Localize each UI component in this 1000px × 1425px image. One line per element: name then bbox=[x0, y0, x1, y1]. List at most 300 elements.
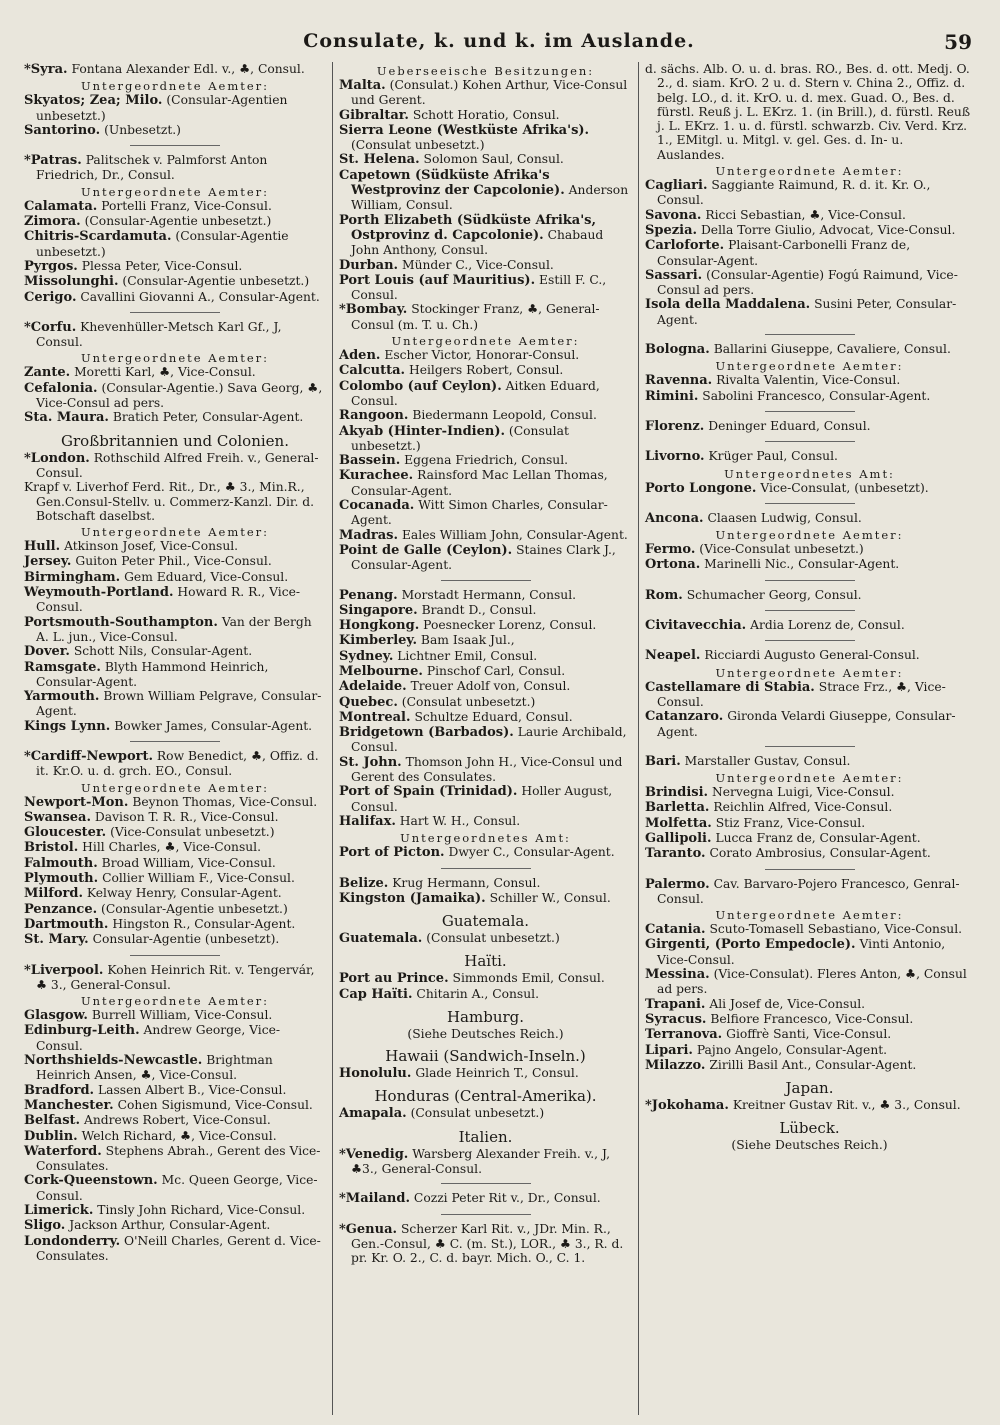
place-name: Livorno. bbox=[645, 449, 705, 465]
consulate-entry bbox=[645, 238, 974, 268]
place-name: Adelaide. bbox=[339, 679, 407, 695]
entry-text: Kohen Heinrich Rit. v. Tengervár, ♣ 3., General-Consul. bbox=[36, 962, 315, 992]
place-name: Lipari. bbox=[645, 1042, 693, 1058]
place-name: Akyab (Hinter-Indien). bbox=[339, 423, 505, 439]
entry-text: Plaisant-Carbonelli Franz de, Consular-Agent. bbox=[657, 238, 911, 268]
place-name: Sydney. bbox=[339, 648, 394, 664]
entry-text: (Consulat unbesetzt.) bbox=[401, 694, 536, 709]
entry-text: Krapf v. Liverhof Ferd. Rit., Dr., ♣ 3., Min.R., Gen.Consul-Stellv. u. Commerz-Kanzl. Dir. d. Botschaft daselbst. bbox=[24, 480, 315, 523]
place-name: Milford. bbox=[24, 886, 83, 902]
subheading: Ueberseeische Besitzungen: bbox=[376, 64, 595, 78]
consulate-entry bbox=[339, 1066, 632, 1081]
consulate-entry bbox=[24, 1218, 326, 1233]
consulate-entry bbox=[24, 229, 326, 259]
consulate-entry bbox=[645, 223, 974, 238]
entry-text: Ali Josef de, Vice-Consul. bbox=[709, 996, 866, 1011]
consulate-entry bbox=[645, 618, 974, 633]
entry-text: Gem Eduard, Vice-Consul. bbox=[124, 569, 289, 584]
place-name: Barletta. bbox=[645, 800, 710, 816]
entry-text: (Vice-Consulat). Fleres Anton, ♣, Consul ad pers. bbox=[657, 967, 967, 997]
place-name: Kimberley. bbox=[339, 633, 417, 649]
place-name: Kingston (Jamaika). bbox=[339, 890, 486, 906]
consulate-entry bbox=[24, 917, 326, 932]
entry-text: (Consular-Agentie unbesetzt.) bbox=[122, 274, 310, 289]
consulate-entry bbox=[24, 1008, 326, 1023]
consulate-entry bbox=[339, 258, 632, 273]
consulate-entry bbox=[24, 480, 326, 523]
consulate-entry bbox=[24, 856, 326, 871]
place-name: Port au Prince. bbox=[339, 971, 449, 987]
place-name: Cerigo. bbox=[24, 289, 77, 305]
place-name: Hongkong. bbox=[339, 618, 420, 634]
place-name: Ancona. bbox=[645, 510, 704, 526]
entry-text: Simmonds Emil, Consul. bbox=[452, 971, 605, 986]
consulate-entry bbox=[645, 754, 974, 769]
entry-text: (Consular-Agentie) Fogú Raimund, Vice-Consul ad pers. bbox=[657, 267, 958, 298]
consulate-entry bbox=[24, 93, 326, 123]
consulate-entry bbox=[24, 290, 326, 305]
consulate-entry bbox=[24, 871, 326, 886]
place-name: Catanzaro. bbox=[645, 709, 724, 725]
place-name: Bridgetown (Barbados). bbox=[339, 725, 514, 741]
place-name: Cap Haïti. bbox=[339, 986, 413, 1002]
place-name: Port of Spain (Trinidad). bbox=[339, 784, 518, 800]
entry-text: Cav. Barvaro-Pojero Francesco, Genral-Consul. bbox=[657, 876, 960, 906]
consulate-entry bbox=[645, 937, 974, 967]
consulate-entry bbox=[339, 453, 632, 468]
place-name: *Corfu. bbox=[24, 319, 77, 335]
entry-text: Brown William Pelgrave, Consular-Agent. bbox=[36, 689, 322, 719]
subheading: Untergeordnete Aemter: bbox=[715, 359, 904, 374]
place-name: Gallipoli. bbox=[645, 830, 712, 846]
consulate-entry bbox=[24, 153, 326, 183]
place-name: St. Mary. bbox=[24, 932, 89, 948]
divider-rule bbox=[441, 1214, 531, 1215]
consulate-entry bbox=[645, 342, 974, 357]
consulate-entry bbox=[645, 178, 974, 208]
entry-text: Thomson John H., Vice-Consul und Gerent des Consulates. bbox=[351, 754, 623, 785]
place-name: Honolulu. bbox=[339, 1066, 412, 1082]
consulate-entry bbox=[24, 660, 326, 690]
consulate-entry bbox=[339, 784, 632, 814]
place-name: Bassein. bbox=[339, 453, 401, 469]
entry-text: Ricciardi Augusto General-Consul. bbox=[704, 648, 920, 663]
entry-text: (Consulat unbesetzt.) bbox=[351, 138, 485, 153]
divider-rule bbox=[130, 741, 220, 742]
entry-text: Biedermann Leopold, Consul. bbox=[412, 408, 597, 423]
subheading: Untergeordnete Aemter: bbox=[80, 79, 270, 94]
entry-text: Stiz Franz, Vice-Consul. bbox=[715, 815, 866, 830]
entry-text: (Consular-Agentie unbesetzt.) bbox=[36, 229, 289, 259]
column-left bbox=[20, 62, 330, 1415]
place-name: Cork-Queenstown. bbox=[24, 1173, 158, 1189]
entry-text: Corato Ambrosius, Consular-Agent. bbox=[709, 846, 931, 861]
consulate-entry bbox=[339, 755, 632, 785]
entry-text: Rainsford Mac Lellan Thomas, Consular-Agent. bbox=[351, 468, 608, 498]
place-name: Trapani. bbox=[645, 996, 706, 1012]
subheading: Untergeordnete Aemter: bbox=[715, 665, 904, 680]
entry-text: (Consular-Agentien unbesetzt.) bbox=[36, 93, 288, 123]
entry-text: Collier William F., Vice-Consul. bbox=[102, 871, 295, 886]
place-name: Bari. bbox=[645, 753, 681, 769]
section-heading: Hamburg. bbox=[446, 1008, 525, 1027]
section-heading: Japan. bbox=[785, 1079, 834, 1098]
entry-text: (Consulat unbesetzt.) bbox=[410, 1106, 545, 1121]
entry-text: Anderson William, Consul. bbox=[351, 183, 629, 213]
consulate-entry bbox=[24, 1234, 326, 1264]
consulate-entry bbox=[645, 846, 974, 861]
place-name: Yarmouth. bbox=[24, 689, 100, 705]
subheading: Untergeordnete Aemter: bbox=[80, 780, 270, 795]
entry-text: Pajno Angelo, Consular-Agent. bbox=[696, 1042, 888, 1057]
consulate-entry bbox=[24, 570, 326, 585]
consulate-entry bbox=[645, 511, 974, 526]
place-name: Porth Elizabeth (Südküste Afrika's, Ostprovinz d. Capcolonie). bbox=[339, 212, 597, 243]
divider-rule bbox=[130, 955, 220, 956]
entry-text: Marstaller Gustav, Consul. bbox=[684, 753, 851, 768]
consulate-entry bbox=[339, 618, 632, 633]
entry-text: (Consular-Agentie unbesetzt.) bbox=[101, 901, 288, 916]
consulate-entry bbox=[645, 1043, 974, 1058]
place-name: Molfetta. bbox=[645, 815, 712, 831]
divider-rule bbox=[441, 580, 531, 581]
entry-text: Moretti Karl, ♣, Vice-Consul. bbox=[74, 365, 256, 380]
entry-text: Lucca Franz de, Consular-Agent. bbox=[715, 830, 921, 845]
place-name: Penang. bbox=[339, 587, 398, 603]
consulate-entry bbox=[24, 365, 326, 380]
consulate-entry bbox=[339, 603, 632, 618]
entry-text: Scherzer Karl Rit. v., JDr. Min. R., Gen.-Consul, ♣ C. (m. St.), LOR., ♣ 3., R. d. pr. Kr. O. 2., C. d. bayr. Mich. O., C. 1. bbox=[351, 1221, 624, 1266]
consulate-entry bbox=[645, 373, 974, 388]
place-name: Dover. bbox=[24, 644, 70, 660]
place-name: Fermo. bbox=[645, 542, 696, 558]
entry-text: Warsberg Alexander Freih. v., J, ♣3., General-Consul. bbox=[351, 1146, 611, 1176]
place-name: Guatemala. bbox=[339, 931, 423, 947]
entry-text: Scuto-Tomasell Sebastiano, Vice-Consul. bbox=[709, 922, 963, 937]
consulate-entry bbox=[24, 840, 326, 855]
consulate-entry bbox=[339, 273, 632, 303]
entry-text: Claasen Ludwig, Consul. bbox=[707, 510, 862, 525]
consulate-entry bbox=[24, 689, 326, 719]
consulate-entry bbox=[24, 902, 326, 917]
divider-rule bbox=[765, 441, 855, 442]
consulate-entry bbox=[339, 876, 632, 891]
place-name: Calcutta. bbox=[339, 363, 406, 379]
consulate-entry bbox=[339, 302, 632, 332]
consulate-entry bbox=[339, 363, 632, 378]
consulate-entry bbox=[339, 679, 632, 694]
entry-text: Ricci Sebastian, ♣, Vice-Consul. bbox=[705, 207, 906, 222]
consulate-entry bbox=[645, 449, 974, 464]
place-name: *Genua. bbox=[339, 1221, 398, 1237]
consulate-entry bbox=[645, 419, 974, 434]
divider-rule bbox=[130, 145, 220, 146]
entry-text: Strace Frz., ♣, Vice-Consul. bbox=[657, 679, 946, 709]
place-name: Rimini. bbox=[645, 388, 699, 404]
place-name: Calamata. bbox=[24, 198, 98, 214]
consulate-entry bbox=[339, 664, 632, 679]
entry-text: Zirilli Basil Ant., Consular-Agent. bbox=[709, 1057, 917, 1072]
place-name: Swansea. bbox=[24, 809, 91, 825]
place-name: Brindisi. bbox=[645, 785, 709, 801]
place-name: Port of Picton. bbox=[339, 845, 445, 861]
place-name: Manchester. bbox=[24, 1097, 114, 1113]
consulate-entry bbox=[24, 1083, 326, 1098]
consulate-entry bbox=[339, 498, 632, 528]
place-name: Melbourne. bbox=[339, 663, 423, 679]
entry-text: Plessa Peter, Vice-Consul. bbox=[81, 258, 243, 273]
entry-text: Bowker James, Consular-Agent. bbox=[114, 718, 313, 733]
consulate-entry bbox=[24, 1098, 326, 1113]
consulate-entry bbox=[645, 481, 974, 496]
entry-text: Chabaud John Anthony, Consul. bbox=[351, 227, 604, 258]
consulate-entry bbox=[24, 1113, 326, 1128]
entry-text: Vinti Antonio, Vice-Consul. bbox=[657, 937, 946, 967]
entry-text: Poesnecker Lorenz, Consul. bbox=[423, 618, 597, 633]
consulate-entry bbox=[645, 800, 974, 815]
entry-text: Heilgers Robert, Consul. bbox=[408, 363, 564, 378]
consulate-entry bbox=[24, 1203, 326, 1218]
entry-text: Bratich Peter, Consular-Agent. bbox=[112, 410, 304, 425]
place-name: Taranto. bbox=[645, 846, 706, 862]
place-name: Bristol. bbox=[24, 840, 79, 856]
place-name: Rom. bbox=[645, 587, 683, 603]
subheading: Untergeordnete Aemter: bbox=[715, 164, 904, 179]
entry-text: Stephens Abrah., Gerent des Vice-Consulates. bbox=[36, 1143, 321, 1174]
place-name: Portsmouth-Southampton. bbox=[24, 614, 218, 630]
entry-text: Della Torre Giulio, Advocat, Vice-Consul. bbox=[700, 222, 956, 237]
place-name: Syracus. bbox=[645, 1011, 707, 1027]
place-name: Quebec. bbox=[339, 694, 398, 710]
entry-text: Tinsly John Richard, Vice-Consul. bbox=[97, 1203, 306, 1217]
place-name: Plymouth. bbox=[24, 871, 99, 887]
place-name: Belize. bbox=[339, 875, 389, 891]
consulate-entry bbox=[24, 123, 326, 138]
consulate-entry bbox=[645, 648, 974, 663]
place-name: Port Louis (auf Mauritius). bbox=[339, 272, 536, 288]
section-heading: Hawaii (Sandwich-Inseln.) bbox=[385, 1047, 586, 1066]
entry-text: (Consulat unbesetzt.) bbox=[351, 423, 569, 453]
consulate-entry bbox=[339, 543, 632, 573]
place-name: Missolunghi. bbox=[24, 274, 119, 290]
divider-rule bbox=[765, 640, 855, 641]
section-heading: Haïti. bbox=[464, 952, 507, 971]
place-name: Penzance. bbox=[24, 901, 98, 917]
entry-text: Hart W. H., Consul. bbox=[399, 813, 521, 828]
consulate-entry bbox=[339, 152, 632, 167]
consulate-entry bbox=[645, 922, 974, 937]
entry-text: Rivalta Valentin, Vice-Consul. bbox=[716, 373, 901, 388]
subheading: Untergeordnete Aemter: bbox=[80, 994, 270, 1009]
consulate-entry bbox=[24, 749, 326, 779]
page-number: 59 bbox=[944, 30, 972, 54]
entry-text: Saggiante Raimund, R. d. it. Kr. O., Consul. bbox=[657, 178, 931, 208]
consulate-entry bbox=[645, 997, 974, 1012]
entry-text: Hingston R., Consular-Agent. bbox=[112, 916, 296, 931]
place-name: Rangoon. bbox=[339, 408, 409, 424]
entry-text: Rothschild Alfred Freih. v., General-Consul. bbox=[36, 450, 319, 480]
consulate-entry bbox=[339, 1191, 632, 1206]
consulate-entry bbox=[339, 971, 632, 986]
place-name: Spezia. bbox=[645, 222, 698, 238]
divider-rule bbox=[765, 503, 855, 504]
divider-rule bbox=[765, 580, 855, 581]
section-note: (Siehe Deutsches Reich.) bbox=[407, 1027, 564, 1042]
entry-text: Blyth Hammond Heinrich, Consular-Agent. bbox=[36, 659, 269, 689]
consulate-entry bbox=[24, 810, 326, 825]
place-name: Cocanada. bbox=[339, 498, 415, 514]
consulate-entry bbox=[645, 208, 974, 223]
place-name: Waterford. bbox=[24, 1143, 102, 1159]
place-name: Gibraltar. bbox=[339, 107, 409, 123]
entry-text: Dwyer C., Consular-Agent. bbox=[448, 845, 615, 860]
place-name: Civitavecchia. bbox=[645, 618, 747, 634]
entry-text: Portelli Franz, Vice-Consul. bbox=[101, 198, 272, 213]
consulate-entry bbox=[645, 1012, 974, 1027]
place-name: Aden. bbox=[339, 348, 381, 364]
text-columns bbox=[20, 62, 978, 1415]
section-heading: Honduras (Central-Amerika). bbox=[374, 1087, 597, 1106]
place-name: Amapala. bbox=[339, 1106, 407, 1122]
divider-rule bbox=[441, 1183, 531, 1184]
consulate-entry bbox=[24, 1144, 326, 1174]
place-name: Kurachee. bbox=[339, 468, 414, 484]
entry-text: Lichtner Emil, Consul. bbox=[397, 648, 538, 663]
place-name: Bradford. bbox=[24, 1082, 95, 1098]
place-name: Bologna. bbox=[645, 342, 710, 358]
entry-text: Holler August, Consul. bbox=[351, 784, 613, 814]
consulate-entry bbox=[339, 408, 632, 423]
consulate-entry bbox=[24, 932, 326, 947]
consulate-entry bbox=[645, 297, 974, 327]
place-name: Ortona. bbox=[645, 557, 701, 573]
entry-text: Brandt D., Consul. bbox=[421, 602, 537, 617]
consulate-entry bbox=[24, 410, 326, 425]
consulate-entry bbox=[339, 1147, 632, 1177]
place-name: Catania. bbox=[645, 922, 706, 938]
consulate-entry bbox=[339, 123, 632, 153]
section-heading: Italien. bbox=[458, 1127, 513, 1146]
consulate-entry bbox=[339, 891, 632, 906]
consulate-entry bbox=[24, 554, 326, 569]
section-note: (Siehe Deutsches Reich.) bbox=[731, 1138, 888, 1153]
entry-text: Krug Hermann, Consul. bbox=[392, 875, 541, 890]
divider-rule bbox=[765, 610, 855, 611]
consulate-entry bbox=[24, 1053, 326, 1083]
entry-text: (Consular-Agentie.) Sava Georg, ♣, Vice-Consul ad pers. bbox=[36, 380, 323, 411]
subheading: Untergeordnete Aemter: bbox=[391, 334, 580, 349]
entry-text: Eales William John, Consular-Agent. bbox=[401, 527, 628, 542]
place-name: Sierra Leone (Westküste Afrika's). bbox=[339, 122, 590, 138]
place-name: Florenz. bbox=[645, 418, 705, 434]
subheading: Untergeordnetes Amt: bbox=[400, 831, 571, 846]
place-name: Falmouth. bbox=[24, 855, 98, 871]
subheading: Untergeordnete Aemter: bbox=[715, 771, 904, 786]
consulate-entry bbox=[24, 259, 326, 274]
place-name: Terranova. bbox=[645, 1027, 723, 1043]
entry-text: Row Benedict, ♣, Offiz. d. it. Kr.O. u. d. grch. EO., Consul. bbox=[36, 748, 319, 779]
consulate-entry bbox=[24, 214, 326, 229]
entry-text: Consular-Agentie (unbesetzt). bbox=[92, 932, 280, 947]
entry-text: (Vice-Consulat unbesetzt.) bbox=[110, 825, 275, 840]
place-name: *Cardiff-Newport. bbox=[24, 748, 153, 764]
place-name: Castellamare di Stabia. bbox=[645, 679, 815, 695]
place-name: Dartmouth. bbox=[24, 916, 109, 932]
consulate-entry bbox=[339, 78, 632, 108]
consulate-entry bbox=[645, 557, 974, 572]
section-heading: Guatemala. bbox=[441, 912, 530, 931]
entry-text: Burrell William, Vice-Consul. bbox=[91, 1008, 273, 1023]
consulate-entry bbox=[339, 845, 632, 860]
consulate-entry bbox=[24, 1023, 326, 1053]
entry-text: Brightman Heinrich Ansen, ♣, Vice-Consul. bbox=[36, 1053, 273, 1083]
place-name: Zante. bbox=[24, 365, 71, 381]
entry-text: Krüger Paul, Consul. bbox=[708, 449, 838, 464]
entry-text: Treuer Adolf von, Consul. bbox=[410, 679, 571, 694]
entry-text: Beynon Thomas, Vice-Consul. bbox=[132, 794, 318, 809]
entry-text: Belfiore Francesco, Vice-Consul. bbox=[710, 1011, 914, 1026]
place-name: Limerick. bbox=[24, 1203, 94, 1218]
place-name: Milazzo. bbox=[645, 1057, 706, 1073]
section-heading: Großbritannien und Colonien. bbox=[61, 431, 289, 450]
entry-text: Marinelli Nic., Consular-Agent. bbox=[704, 557, 900, 572]
consulate-entry bbox=[339, 814, 632, 829]
entry-text: Ardia Lorenz de, Consul. bbox=[750, 618, 905, 633]
consulate-entry bbox=[339, 695, 632, 710]
entry-text: Vice-Consulat, (unbesetzt). bbox=[760, 480, 929, 495]
entry-text: (Consulat.) Kohen Arthur, Vice-Consul und Gerent. bbox=[351, 78, 628, 108]
consulate-entry bbox=[645, 1098, 974, 1113]
entry-text: (Unbesetzt.) bbox=[104, 122, 181, 137]
entry-text: Staines Clark J., Consular-Agent. bbox=[351, 542, 616, 573]
entry-text: Khevenhüller-Metsch Karl Gf., J, Consul. bbox=[36, 319, 282, 350]
entry-text: Schiller W., Consul. bbox=[489, 890, 611, 905]
entry-text: Pinschof Carl, Consul. bbox=[426, 663, 566, 678]
consulate-entry bbox=[24, 825, 326, 840]
entry-text: Münder C., Vice-Consul. bbox=[402, 257, 554, 272]
entry-text: Broad William, Vice-Consul. bbox=[101, 855, 276, 870]
entry-text: Glade Heinrich T., Consul. bbox=[415, 1066, 579, 1081]
entry-text: Cohen Sigismund, Vice-Consul. bbox=[117, 1097, 313, 1112]
place-name: Point de Galle (Ceylon). bbox=[339, 542, 513, 558]
divider-rule bbox=[441, 868, 531, 869]
consulate-entry bbox=[645, 268, 974, 298]
entry-text: Schott Nils, Consular-Agent. bbox=[73, 644, 253, 659]
divider-rule bbox=[765, 411, 855, 412]
place-name: *Mailand. bbox=[339, 1191, 410, 1207]
entry-text: (Vice-Consulat unbesetzt.) bbox=[699, 542, 864, 557]
place-name: Chitris-Scardamuta. bbox=[24, 229, 172, 245]
entry-text: Reichlin Alfred, Vice-Consul. bbox=[713, 800, 893, 815]
place-name: Savona. bbox=[645, 207, 702, 223]
entry-text: Mc. Queen George, Vice-Consul. bbox=[36, 1173, 318, 1203]
consulate-entry bbox=[24, 274, 326, 289]
place-name: Girgenti, (Porto Empedocle). bbox=[645, 937, 856, 953]
consulate-entry bbox=[339, 424, 632, 454]
entry-text: Witt Simon Charles, Consular-Agent. bbox=[351, 498, 608, 528]
place-name: Newport-Mon. bbox=[24, 794, 129, 810]
entry-text: Guiton Peter Phil., Vice-Consul. bbox=[75, 554, 272, 569]
entry-text: Morstadt Hermann, Consul. bbox=[401, 587, 577, 602]
consulate-entry bbox=[339, 588, 632, 603]
entry-text: Van der Bergh A. L. jun., Vice-Consul. bbox=[36, 614, 312, 644]
page-title: Consulate, k. und k. im Auslande. bbox=[303, 30, 695, 52]
entry-text: Kreitner Gustav Rit. v., ♣ 3., Consul. bbox=[732, 1098, 961, 1113]
consulate-entry bbox=[24, 644, 326, 659]
consulate-entry bbox=[645, 877, 974, 907]
entry-text: Kelway Henry, Consular-Agent. bbox=[86, 886, 282, 901]
column-right bbox=[638, 62, 978, 1415]
